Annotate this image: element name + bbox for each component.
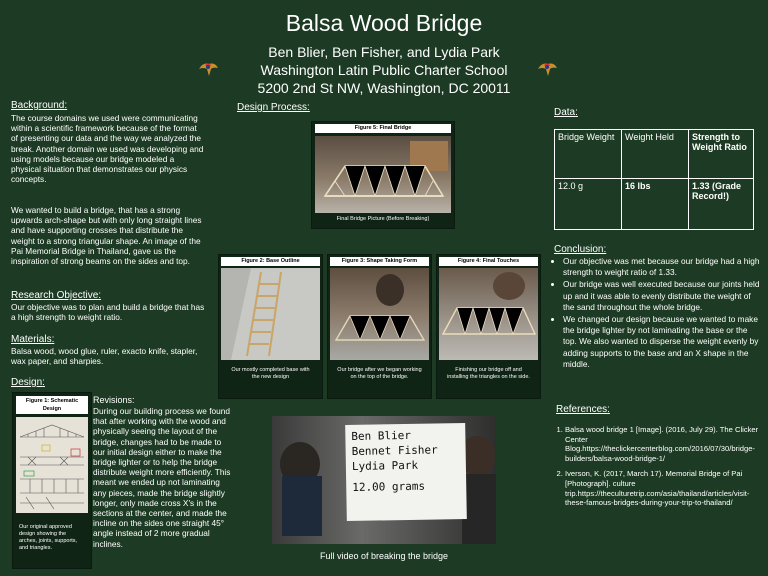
revisions-text: During our building process we found that after working with the wood and physically seeing the layout of the bridge, changes had to be made to our initial design either to make the bridge lighter or to help the bridge distribute weight more efficiently. This meant we ended up not laminating any pieces, made the bridge slightly longer, only made cross X's in the sections at the center, and made the incline on the sides one straight 45° angle instead of 2 more gradual inclines. [93, 406, 231, 549]
figure-5-caption: Final Bridge Picture (Before Breaking) [336, 216, 430, 222]
eagle-mascot-icon [197, 60, 219, 78]
background-paragraph-1: The course domains we used were communicating within a scientific framework because of the format of presenting our data and the way we analyzed the break. Another domain we used was developing and using models because our bridge modeled a physical situation that demonstrates our physics concepts. [11, 113, 204, 185]
materials-text: Balsa wood, wood glue, ruler, exacto knife, stapler, wax paper, and sharpies. [11, 346, 198, 367]
figure-4-final-touches [436, 254, 541, 399]
data-table [554, 129, 754, 230]
figure-4-caption: Finishing our bridge off and installing the triangles on the side. [447, 367, 530, 380]
authors: Ben Blier, Ben Fisher, and Lydia Park [268, 44, 500, 60]
name-sign [345, 423, 467, 521]
header-weight-held: Weight Held [622, 130, 689, 179]
sign-line-1: Ben Blier [351, 428, 412, 443]
background-heading: Background: [11, 100, 68, 111]
list-item: • Our objective was met because our bridge had a high strength to weight ratio of 1.33. [563, 256, 763, 278]
header-strength-ratio: Strength to Weight Ratio [689, 130, 754, 179]
base-outline-photo [221, 268, 320, 360]
figure-2-base-outline [218, 254, 323, 399]
figure-3-shape-forming [327, 254, 432, 399]
figure-1-schematic [12, 392, 92, 569]
shape-forming-photo [330, 268, 429, 360]
final-bridge-photo [315, 136, 451, 213]
breaking-video[interactable] [272, 416, 496, 544]
table-header-row [555, 130, 754, 179]
references-list [553, 425, 765, 514]
cell-weight-held: 16 lbs [622, 179, 689, 230]
final-touches-photo [439, 268, 538, 360]
school-address: 5200 2nd St NW, Washington, DC 20011 [257, 80, 511, 96]
list-item: • We changed our design because we wanted to make the bridge lighter by not laminating the base or the top. We also wanted to disperse the weight evenly by adding supports to the base and an X shape in the middle. [563, 314, 763, 370]
list-item: 1. Balsa wood bridge 1 [Image]. (2016, July 29). The Clicker Center Blog.https://theclickercenterblog.com/2016/07/30/bridge-builders/balsa-wood-bridge-1/ [565, 425, 765, 463]
figure-5-final-bridge [311, 121, 455, 229]
data-heading: Data: [554, 107, 578, 118]
poster-title: Balsa Wood Bridge [285, 10, 483, 36]
revisions-heading: Revisions: [93, 395, 135, 405]
eagle-mascot-icon [536, 60, 558, 78]
objective-heading: Research Objective: [11, 290, 102, 301]
objective-text: Our objective was to plan and build a bridge that has a high strength to weight ratio. [11, 302, 205, 323]
figure-4-title: Figure 4: Final Touches [439, 257, 538, 266]
figure-2-caption: Our mostly completed base with the new design [231, 367, 310, 380]
sign-line-4: 12.00 grams [352, 479, 426, 494]
sign-line-2: Bennet Fisher [351, 443, 438, 458]
sign-line-3: Lydia Park [351, 458, 419, 473]
header-bridge-weight: Bridge Weight [555, 130, 622, 179]
figure-1-caption: Our original approved design showing the arches, joints, supports, and triangles. [19, 524, 78, 551]
figure-5-title: Figure 5: Final Bridge [315, 124, 451, 133]
list-item: • Our bridge was well executed because our joints held up and it was able to evenly distribute the weight of the sand throughout the whole bridge. [563, 279, 763, 313]
design-process-heading: Design Process: [237, 102, 310, 113]
cell-strength-ratio: 1.33 (Grade Record!) [689, 179, 754, 230]
table-row [555, 179, 754, 230]
references-heading: References: [556, 404, 610, 415]
figure-1-title: Figure 1: Schematic Design [16, 396, 88, 414]
figure-3-caption: Our bridge after we began working on the top of the bridge. [337, 367, 422, 380]
figure-3-title: Figure 3: Shape Taking Form [330, 257, 429, 266]
cell-bridge-weight: 12.0 g [555, 179, 622, 230]
video-caption: Full video of breaking the bridge [319, 551, 449, 561]
list-item: 2. Iverson, K. (2017, March 17). Memorial Bridge of Pai [Photograph]. culture trip.https://theculturetrip.com/asia/thailand/articles/visit-these-famous-bridges-during-your-trip-to-thailand/ [565, 469, 765, 507]
conclusion-list [551, 256, 763, 371]
design-heading: Design: [11, 377, 45, 388]
schematic-drawing [16, 417, 88, 513]
conclusion-heading: Conclusion: [554, 244, 607, 255]
materials-heading: Materials: [11, 334, 55, 345]
school-name: Washington Latin Public Charter School [260, 62, 508, 78]
background-paragraph-2: We wanted to build a bridge, that has a strong upwards arch-shape but with only long straight lines and have supporting crosses that distribute the weight to a strong triangular shape. An image of the Pai Memorial Bridge in Thailand, gave us the inspiration of strong beams on the sides and top. [11, 205, 202, 267]
figure-2-title: Figure 2: Base Outline [221, 257, 320, 266]
